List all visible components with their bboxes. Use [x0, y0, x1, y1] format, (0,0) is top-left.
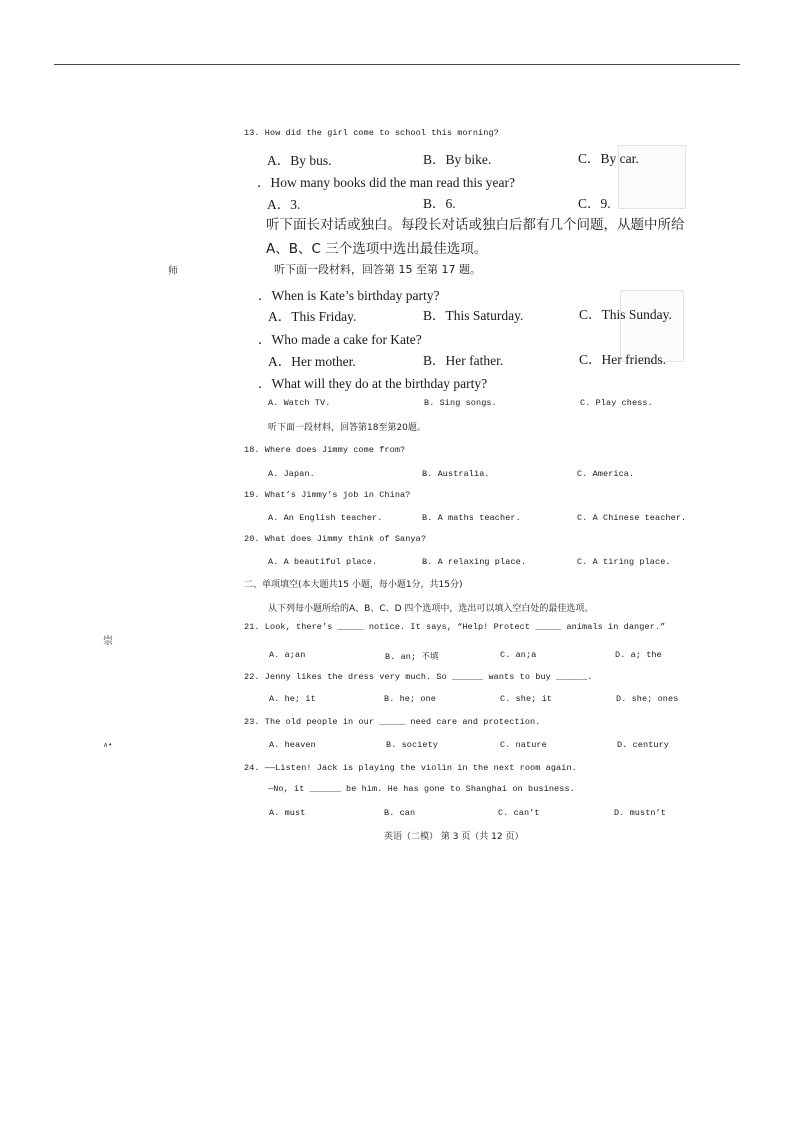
- question-13: 13. How did the girl come to school this morning?: [244, 128, 499, 138]
- page-footer: 英语（二模） 第 3 页（共 12 页）: [384, 832, 524, 842]
- option-24-b: B. can: [384, 808, 416, 818]
- margin-note: ∧•: [103, 741, 113, 749]
- option-19-a: A. An English teacher.: [268, 513, 383, 523]
- option-22-d: D. she; ones: [616, 694, 679, 704]
- option-22-a: A. he; it: [269, 694, 316, 704]
- header-rule: [54, 64, 740, 65]
- group-18-intro: 听下面一段材料，回答第18至第20题。: [268, 423, 426, 433]
- question-15: ．When is Kate’s birthday party?: [258, 288, 440, 303]
- section-long-dialogue-line2: A、B、C 三个选项中选出最佳选项。: [266, 241, 488, 257]
- section-long-dialogue-line1: 听下面长对话或独白。每段长对话或独白后都有几个问题，从题中所给: [266, 217, 685, 233]
- question-19: 19. What’s Jimmy’s job in China?: [244, 490, 411, 500]
- section-2-title: 二、单项填空(本大题共15 小题，每小题1分，共15分): [244, 580, 463, 590]
- option-21-b: B. an; 不填: [385, 652, 439, 662]
- question-24-line1: 24. ——Listen! Jack is playing the violin in the next room again.: [244, 763, 577, 773]
- option-19-c: C. A Chinese teacher.: [577, 513, 687, 523]
- option-14-c: C．9.: [578, 196, 611, 211]
- option-21-c: C. an;a: [500, 650, 537, 660]
- option-14-b: B．6.: [423, 196, 456, 211]
- option-13-a: A．By bus.: [267, 153, 332, 168]
- option-17-c: C. Play chess.: [580, 398, 653, 408]
- question-18: 18. Where does Jimmy come from?: [244, 445, 406, 455]
- option-18-a: A. Japan.: [268, 469, 315, 479]
- option-22-b: B. he; one: [384, 694, 437, 704]
- option-19-b: B. A maths teacher.: [422, 513, 521, 523]
- option-15-b: B．This Saturday.: [423, 308, 524, 323]
- question-22: 22. Jenny likes the dress very much. So ______ wants to buy ______.: [244, 672, 593, 682]
- margin-note: 崇: [103, 636, 113, 647]
- option-23-c: C. nature: [500, 740, 547, 750]
- question-21: 21. Look, there’s _____ notice. It says, “Help! Protect _____ animals in danger.”: [244, 622, 666, 632]
- question-20: 20. What does Jimmy think of Sanya?: [244, 534, 427, 544]
- option-23-b: B. society: [386, 740, 439, 750]
- option-18-c: C. America.: [577, 469, 635, 479]
- option-21-d: D. a; the: [615, 650, 662, 660]
- option-24-d: D. mustn’t: [614, 808, 667, 818]
- question-16: ．Who made a cake for Kate?: [258, 332, 422, 347]
- option-20-c: C. A tiring place.: [577, 557, 671, 567]
- question-23: 23. The old people in our _____ need care and protection.: [244, 717, 541, 727]
- option-24-c: C. can’t: [498, 808, 540, 818]
- option-21-a: A. a;an: [269, 650, 306, 660]
- group-15-intro: 听下面一段材料，回答第 15 至第 17 题。: [274, 263, 481, 276]
- option-20-b: B. A relaxing place.: [422, 557, 527, 567]
- option-20-a: A. A beautiful place.: [268, 557, 378, 567]
- option-23-d: D. century: [617, 740, 670, 750]
- option-16-c: C．Her friends.: [579, 352, 666, 367]
- option-13-b: B．By bike.: [423, 152, 492, 167]
- option-14-a: A．3.: [267, 197, 301, 212]
- option-18-b: B. Australia.: [422, 469, 490, 479]
- option-15-c: C．This Sunday.: [579, 307, 672, 322]
- option-15-a: A．This Friday.: [268, 309, 357, 324]
- question-14: ．How many books did the man read this year?: [257, 175, 515, 190]
- option-22-c: C. she; it: [500, 694, 553, 704]
- option-16-a: A．Her mother.: [268, 354, 356, 369]
- option-16-b: B．Her father.: [423, 353, 504, 368]
- option-23-a: A. heaven: [269, 740, 316, 750]
- option-13-c: C．By car.: [578, 151, 639, 166]
- option-17-a: A. Watch TV.: [268, 398, 331, 408]
- section-2-instruction: 从下列每小题所给的A、B、C、D 四个选项中，选出可以填入空白处的最佳选项。: [268, 604, 594, 614]
- question-17: ．What will they do at the birthday party?: [258, 376, 488, 391]
- margin-note: 师: [168, 266, 178, 277]
- question-24-line2: —No, it ______ be him. He has gone to Shanghai on business.: [268, 784, 575, 794]
- option-24-a: A. must: [269, 808, 306, 818]
- option-17-b: B. Sing songs.: [424, 398, 497, 408]
